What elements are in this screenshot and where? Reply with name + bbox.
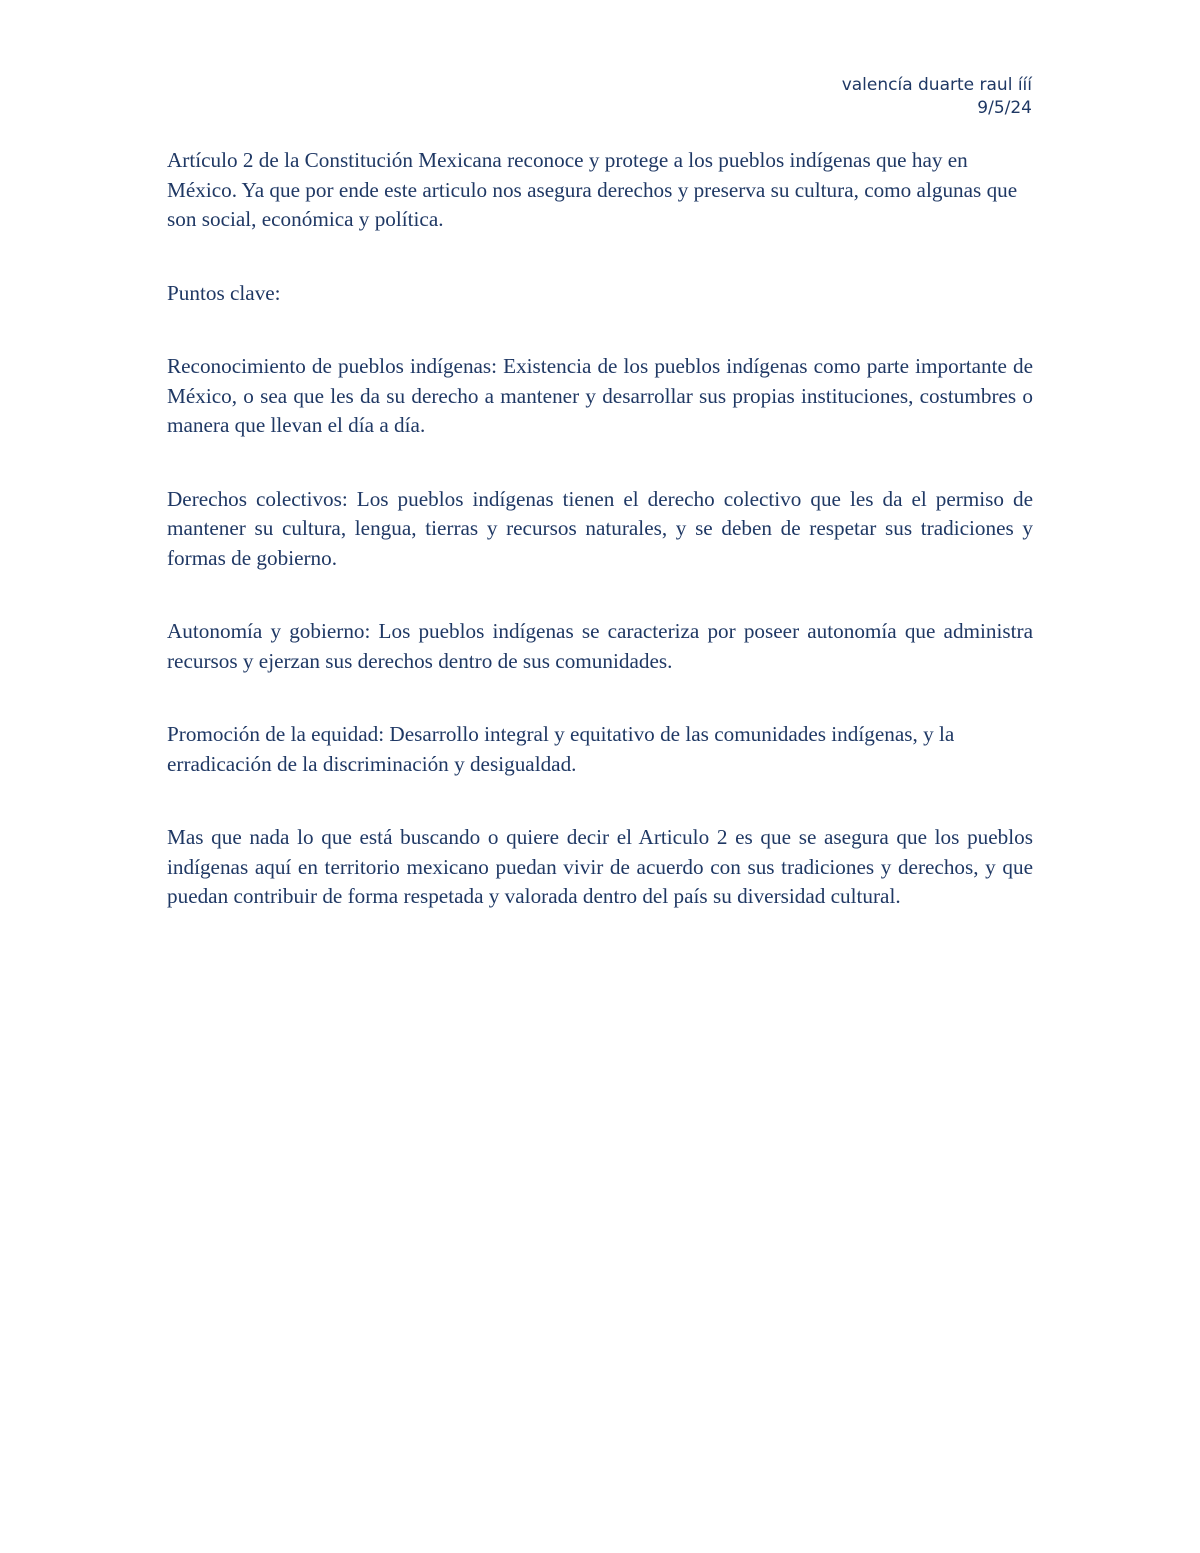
conclusion-paragraph: Mas que nada lo que está buscando o quiere decir el Articulo 2 es que se asegura que los pueblos indígenas aquí en territorio mexicano puedan vivir de acuerdo con sus tradiciones y derechos, y que puedan contribuir de forma respetada y valorada dentro del país su diversidad cultural. <box>167 825 1033 908</box>
document-date: 9/5/24 <box>977 98 1032 118</box>
key-points-heading: Puntos clave: <box>167 280 281 305</box>
document-body <box>167 146 1033 956</box>
document-header <box>842 74 1032 120</box>
key-point-equity: Promoción de la equidad: Desarrollo integral y equitativo de las comunidades indígenas, y la erradicación de la discriminación y desigualdad. <box>167 722 955 776</box>
key-point-collective-rights: Derechos colectivos: Los pueblos indígenas tienen el derecho colectivo que les da el permiso de mantener su cultura, lengua, tierras y recursos naturales, y se deben de respetar sus tradiciones y formas de gobierno. <box>167 486 1033 570</box>
key-point-recognition: Reconocimiento de pueblos indígenas: Existencia de los pueblos indígenas como parte importante de México, o sea que les da su derecho a mantener y desarrollar sus propias instituciones, costumbres o manera que llevan el día a día. <box>167 354 1033 437</box>
intro-paragraph: Artículo 2 de la Constitución Mexicana reconoce y protege a los pueblos indígenas que hay en México. Ya que por ende este articulo nos asegura derechos y preserva su cultura, como algunas que son social, económica y política. <box>167 148 1018 231</box>
author-name: valencía duarte raul ííí <box>841 75 1032 95</box>
key-point-autonomy: Autonomía y gobierno: Los pueblos indígenas se caracteriza por poseer autonomía que administra recursos y ejerzan sus derechos dentro de sus comunidades. <box>167 619 1033 673</box>
